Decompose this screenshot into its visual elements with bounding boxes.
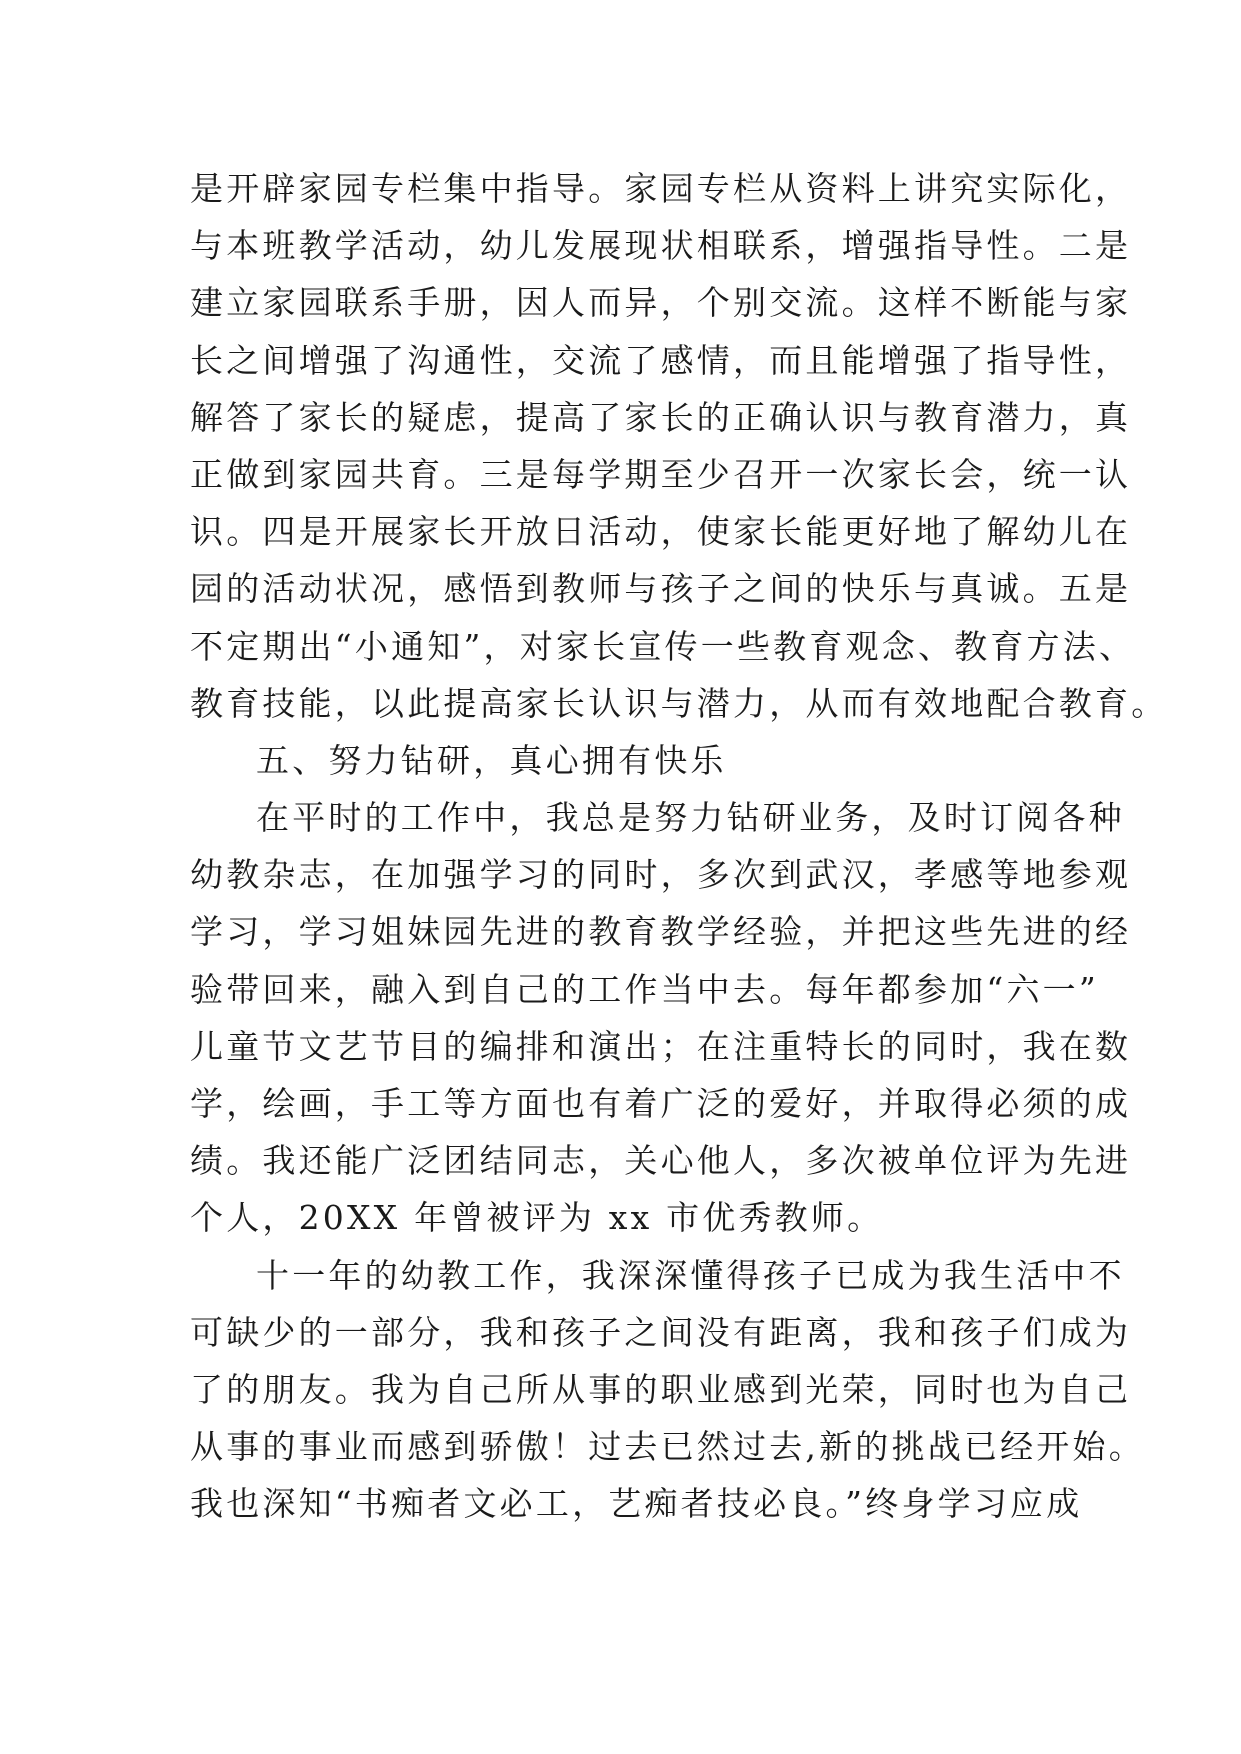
- text-line: 教育技能，以此提高家长认识与潜力，从而有效地配合教育。: [190, 683, 1168, 723]
- paragraph-start: 在平时的工作中，我总是努力钻研业务，及时订阅各种: [256, 798, 1125, 838]
- text-line: 建立家园联系手册，因人而异，个别交流。这样不断能与家: [190, 283, 1132, 323]
- document-body: [190, 160, 1168, 1533]
- text-line: 我也深知“书痴者文必工，艺痴者技必良。”终身学习应成: [190, 1484, 1083, 1524]
- text-line: 与本班教学活动，幼儿发展现状相联系，增强指导性。二是: [190, 226, 1132, 266]
- text-line: 从事的事业而感到骄傲！过去已然过去,新的挑战已经开始。: [190, 1427, 1145, 1467]
- text-line: 不定期出“小通知”，对家长宣传一些教育观念、教育方法、: [190, 626, 1136, 666]
- text-line: 学习，学习姐妹园先进的教育教学经验，并把这些先进的经: [190, 912, 1132, 952]
- text-line: 识。四是开展家长开放日活动，使家长能更好地了解幼儿在: [190, 512, 1132, 552]
- text-line: 幼教杂志，在加强学习的同时，多次到武汉，孝感等地参观: [190, 855, 1132, 895]
- text-line: 学，绘画，手工等方面也有着广泛的爱好，并取得必须的成: [190, 1084, 1132, 1123]
- text-line: 是开辟家园专栏集中指导。家园专栏从资料上讲究实际化，: [190, 169, 1132, 208]
- text-line: 解答了家长的疑虑，提高了家长的正确认识与教育潜力，真: [190, 397, 1132, 437]
- text-line: 验带回来，融入到自己的工作当中去。每年都参加“六一”: [190, 969, 1099, 1009]
- paragraph-start: 十一年的幼教工作，我深深懂得孩子已成为我生活中不: [256, 1255, 1125, 1295]
- text-line: 个人，20XX 年曾被评为 xx 市优秀教师。: [190, 1198, 884, 1238]
- text-line: 绩。我还能广泛团结同志，关心他人，多次被单位评为先进: [190, 1141, 1132, 1181]
- text-line: 正做到家园共育。三是每学期至少召开一次家长会，统一认: [190, 454, 1132, 494]
- text-line: 园的活动状况，感悟到教师与孩子之间的快乐与真诚。五是: [190, 569, 1132, 609]
- text-line: 可缺少的一部分，我和孩子之间没有距离，我和孩子们成为: [190, 1312, 1132, 1352]
- text-line: 长之间增强了沟通性，交流了感情，而且能增强了指导性，: [190, 340, 1132, 380]
- text-line: 了的朋友。我为自己所从事的职业感到光荣，同时也为自己: [190, 1369, 1132, 1409]
- section-heading: 五、努力钻研，真心拥有快乐: [256, 740, 727, 780]
- text-line: 儿童节文艺节目的编排和演出；在注重特长的同时，我在数: [190, 1026, 1132, 1066]
